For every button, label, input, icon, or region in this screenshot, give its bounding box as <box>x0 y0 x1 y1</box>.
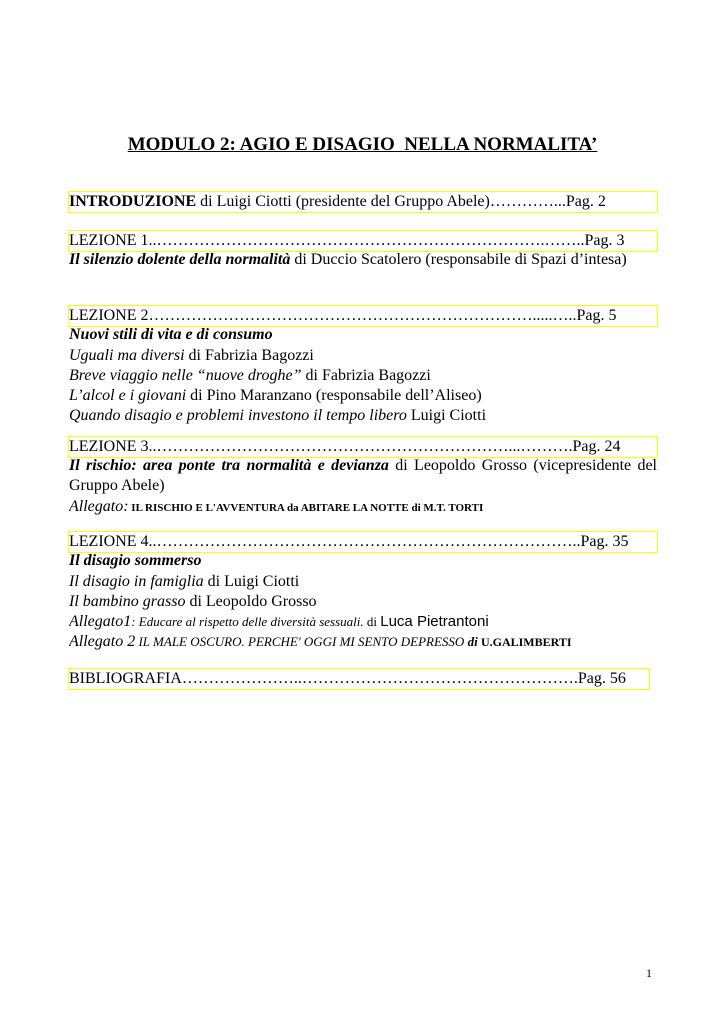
lezione-1-heading: LEZIONE 1..……………………………………………………………….……..Pag. 3 <box>69 232 625 249</box>
item-title: L’alcol e i giovani <box>69 387 187 404</box>
allegato-text: IL RISCHIO E L'AVVENTURA da ABITARE LA NOTTE di M.T. TORTI <box>128 502 484 514</box>
allegato-2-di: di <box>464 634 481 649</box>
lezione-4-allegato-2 <box>69 632 657 652</box>
toc-entry-lezione-3[interactable] <box>68 436 658 458</box>
item-author: Luigi Ciotti <box>406 407 487 424</box>
intro-text: di Luigi Ciotti (presidente del Gruppo Abele)…………...Pag. 2 <box>196 193 606 210</box>
lezione-1-description <box>69 250 657 270</box>
allegato-1-label: Allegato1 <box>69 613 132 630</box>
item-author: di Pino Maranzano (responsabile dell’Aliseo) <box>186 387 482 404</box>
lezione-4-item <box>69 592 657 612</box>
lezione-4-allegato-1 <box>69 612 657 632</box>
item-title: Breve viaggio nelle “nuove droghe” <box>69 367 302 384</box>
toc-entry-lezione-1[interactable] <box>68 230 658 252</box>
item-author: di Leopoldo Grosso <box>185 593 317 610</box>
lezione-3-heading: LEZIONE 3..…………………………………………………………...……….Pag. 24 <box>69 438 621 455</box>
lezione-2-item <box>69 386 657 406</box>
allegato-1-text: : Educare al rispetto delle diversità sessuali. <box>131 614 364 629</box>
lezione-3-title: Il rischio: area ponte tra normalità e devianza <box>69 457 389 474</box>
lezione-2-heading: LEZIONE 2……………………………………………………………….....…..Pag. 5 <box>69 307 617 324</box>
allegato-1-di: di <box>363 614 381 629</box>
lezione-3-allegato <box>69 497 657 518</box>
allegato-2-text: IL MALE OSCURO. PERCHE' OGGI MI SENTO DEPRESSO <box>135 634 465 649</box>
allegato-2-label: Allegato 2 <box>69 633 136 650</box>
page-title: MODULO 2: AGIO E DISAGIO NELLA NORMALITA’ <box>127 134 598 155</box>
allegato-label: Allegato: <box>69 498 129 515</box>
intro-label: INTRODUZIONE <box>69 193 197 210</box>
lezione-4-item <box>69 572 657 592</box>
lezione-1-author: di Duccio Scatolero (responsabile di Spazi d’intesa) <box>290 251 627 268</box>
item-title: Quando disagio e problemi investono il tempo libero <box>69 407 407 424</box>
item-title: Uguali ma diversi <box>69 347 185 364</box>
page-number: 1 <box>646 966 652 980</box>
lezione-1-title: Il silenzio dolente della normalità <box>69 251 291 268</box>
lezione-3-description <box>69 456 657 496</box>
toc-entry-lezione-4[interactable] <box>68 531 658 553</box>
allegato-1-author: Luca Pietrantoni <box>380 613 489 630</box>
item-author: di Luigi Ciotti <box>203 573 300 590</box>
lezione-2-item <box>69 346 657 366</box>
allegato-2-author: U.GALIMBERTI <box>480 635 572 649</box>
lezione-4-heading: LEZIONE 4..……………………………………………………………………..Pag. 35 <box>69 533 629 550</box>
item-title: Il disagio in famiglia <box>69 573 204 590</box>
lezione-2-subtitle: Nuovi stili di vita e di consumo <box>69 326 273 343</box>
lezione-4-subtitle: Il disagio sommerso <box>69 552 202 569</box>
toc-entry-bibliografia[interactable] <box>68 668 650 690</box>
lezione-2-item <box>69 366 657 386</box>
toc-entry-lezione-2[interactable] <box>68 305 658 327</box>
bibliografia-heading: BIBLIOGRAFIA…………………..…………………………………………….Pag. 56 <box>69 670 626 687</box>
item-author: di Fabrizia Bagozzi <box>301 367 431 384</box>
lezione-2-item <box>69 406 657 426</box>
lezione-3-author: di Leopoldo Grosso (vicepresidente del Gruppo Abele) <box>69 457 657 494</box>
item-author: di Fabrizia Bagozzi <box>184 347 314 364</box>
toc-entry-introduzione[interactable] <box>68 191 658 213</box>
item-title: Il bambino grasso <box>69 593 186 610</box>
